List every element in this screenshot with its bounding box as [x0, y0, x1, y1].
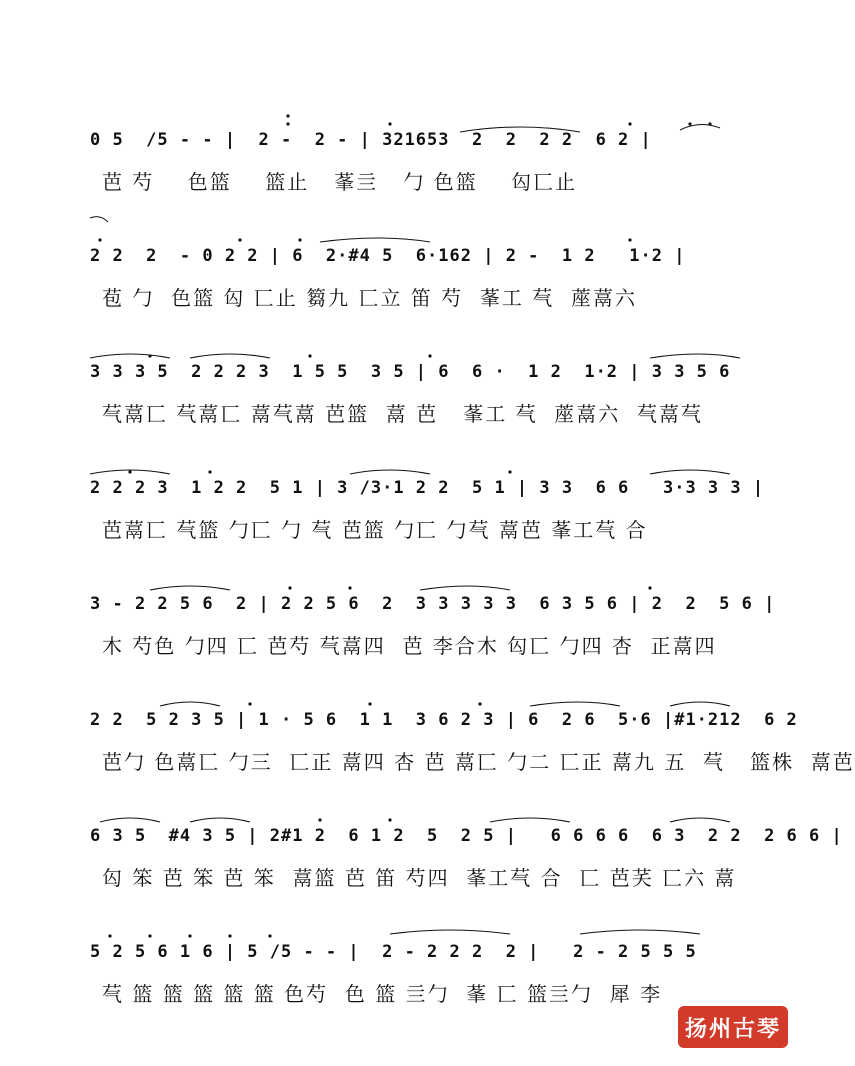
- tablature-line: 苞 勹 色篮 匃 匸止 篘九 匸立 笛 芍 莑工 芞 蓙蒚六: [102, 286, 638, 310]
- music-system-1: [90, 92, 750, 212]
- numbered-notes-line: 3 3 3 5 2 2 2 3 1 5 5 3 5 | 6 6 · 1 2 1·2 | 3 3 5 6: [90, 362, 731, 382]
- tablature-line: 木 芍色 勹四 匸 芭芍 芞蒚四 芭 李合木 匃匸 勹四 杏 正蒚四: [102, 634, 717, 658]
- music-system-8: [90, 904, 750, 1024]
- music-system-7: [90, 788, 843, 908]
- tablature-line: 匃 笨 芭 笨 芭 笨 蒚篮 芭 笛 芍四 莑工芞 合 匸 芭芺 匸六 蒚: [102, 866, 737, 890]
- numbered-notes-line: 2 2 5 2 3 5 | 1 · 5 6 1 1 3 6 2 3 | 6 2 6 5·6 |#1·212 6 2: [90, 710, 798, 730]
- numbered-notes-line: 2 2 2 - 0 2 2 | 6 2·#4 5 6·162 | 2 - 1 2 1·2 |: [90, 246, 686, 266]
- watermark-logo: 扬州古琴: [678, 1006, 788, 1048]
- music-system-4: [90, 440, 765, 560]
- tablature-line: 芭 芍 色篮 篮止 莑亖 勹 色篮 匃匸止: [102, 170, 578, 194]
- music-system-5: [90, 556, 776, 676]
- numbered-notes-line: 6 3 5 #4 3 5 | 2#1 2 6 1 2 5 2 5 | 6 6 6 6 6 3 2 2 2 6 6 |: [90, 826, 843, 846]
- numbered-notes-line: 2 2 2 3 1 2 2 5 1 | 3 /3·1 2 2 5 1 | 3 3 6 6 3·3 3 3 |: [90, 478, 765, 498]
- tablature-line: 芞蒚匸 芞蒚匸 蒚芞蒚 芭篮 蒚 芭 莑工 芞 蓙蒚六 芞蒚芞: [102, 402, 704, 426]
- numbered-notes-line: 3 - 2 2 5 6 2 | 2 2 5 6 2 3 3 3 3 3 6 3 5 6 | 2 2 5 6 |: [90, 594, 776, 614]
- tablature-line: 芞 篮 篮 篮 篮 篮 色芍 色 篮 亖勹 莑 匸 篮亖勹 犀 李: [102, 982, 663, 1006]
- numbered-notes-line: 5 2 5 6 1 6 | 5 /5 - - | 2 - 2 2 2 2 | 2 - 2 5 5 5: [90, 942, 697, 962]
- music-system-2: [90, 208, 750, 328]
- music-system-6: [90, 672, 855, 792]
- numbered-notes-line: 0 5 /5 - - | 2 - 2 - | 321653 2 2 2 2 6 2 |: [90, 130, 652, 150]
- tablature-line: 芭蒚匸 芞篮 勹匸 勹 芞 芭篮 勹匸 勹芞 蒚芭 莑工芞 合: [102, 518, 648, 542]
- tablature-line: 芭勹 色蒚匸 勹三 匸正 蒚四 杏 芭 蒚匸 勹二 匸正 蒚九 五 芞 篮株 蒚芭: [102, 750, 855, 774]
- music-system-3: [90, 324, 750, 444]
